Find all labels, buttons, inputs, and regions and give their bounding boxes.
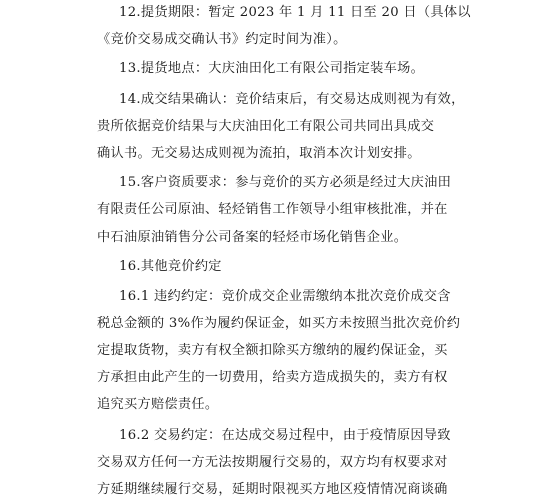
doc-line: 方承担由此产生的一切费用，给卖方造成损失的，卖方有权 xyxy=(97,370,448,385)
doc-line: 13.提货地点：大庆油田化工有限公司指定装车场。 xyxy=(119,61,425,76)
section-heading: 16.其他竞价约定 xyxy=(119,259,222,274)
doc-line: 税总金额的 3%作为履约保证金，如买方未按照当批次竞价约 xyxy=(97,316,461,331)
doc-line: 16.1 违约约定：竞价成交企业需缴纳本批次竞价成交含 xyxy=(119,289,451,304)
doc-line: 方延期继续履行交易，延期时限视买方地区疫情情况商谈确 xyxy=(97,482,448,497)
doc-line: 14.成交结果确认：竞价结束后，有交易达成则视为有效， xyxy=(119,92,465,107)
doc-line: 《竞价交易成交确认书》约定时间为准）。 xyxy=(97,32,347,47)
doc-line: 15.客户资质要求：参与竞价的买方必须是经过大庆油田 xyxy=(119,175,452,190)
doc-line: 12.提货期限：暂定 2023 年 1 月 11 日至 20 日（具体以 xyxy=(119,5,471,20)
doc-line: 16.2 交易约定：在达成交易过程中，由于疫情原因导致 xyxy=(119,428,451,443)
doc-line: 确认书。无交易达成则视为流拍，取消本次计划安排。 xyxy=(97,146,421,161)
doc-line: 追究买方赔偿责任。 xyxy=(97,397,219,412)
doc-line: 定提取货物，卖方有权全额扣除买方缴纳的履约保证金，买 xyxy=(97,343,448,358)
doc-line: 贵所依据竞价结果与大庆油田化工有限公司共同出具成交 xyxy=(97,119,435,134)
doc-line: 交易双方任何一方无法按期履行交易的，双方均有权要求对 xyxy=(97,455,448,470)
doc-line: 有限责任公司原油、轻烃销售工作领导小组审核批准，并在 xyxy=(97,202,448,217)
doc-line: 中石油原油销售分公司备案的轻烃市场化销售企业。 xyxy=(97,230,408,245)
